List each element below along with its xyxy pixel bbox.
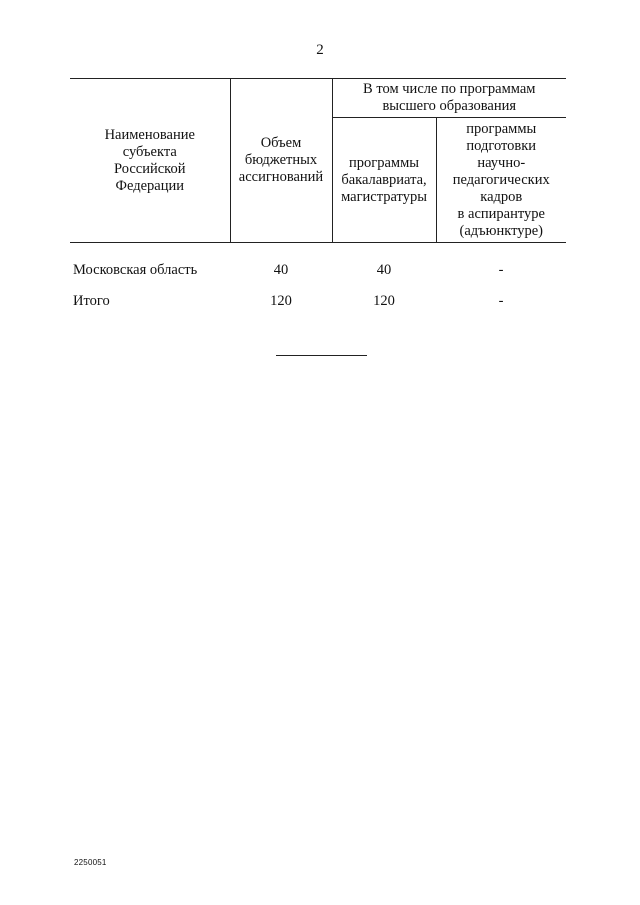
cell-budget-volume: 40 — [273, 262, 289, 278]
header-budget-volume-line: Объем — [260, 135, 302, 151]
header-budget-volume-line: ассигнований — [238, 169, 324, 185]
document-code: 2250051 — [74, 858, 107, 867]
header-bachelor-master — [332, 118, 436, 243]
cell-postgraduate: - — [498, 293, 504, 309]
header-postgraduate-line: программы — [466, 120, 537, 137]
end-divider — [276, 355, 367, 356]
cell-budget-volume: 120 — [270, 293, 292, 309]
header-postgraduate-line: подготовки — [466, 137, 537, 154]
header-subject-name-line: Российской — [114, 160, 186, 177]
header-postgraduate-line: (адъюнктуре) — [459, 222, 543, 239]
table-row — [70, 243, 566, 280]
header-subject-name-line: Федерации — [115, 177, 184, 194]
header-subject-name — [70, 79, 230, 243]
header-postgraduate-line: в аспирантуре — [457, 205, 545, 222]
header-higher-education-group — [332, 79, 566, 118]
page-number: 2 — [316, 42, 324, 58]
header-budget-volume-line: бюджетных — [244, 152, 318, 168]
cell-bachelor-master: 40 — [376, 262, 392, 278]
header-bachelor-line: бакалавриата, — [341, 171, 427, 188]
budget-allocation-table — [70, 78, 566, 310]
header-postgraduate-line: кадров — [480, 188, 523, 205]
header-postgraduate — [436, 118, 566, 243]
cell-bachelor-master: 120 — [373, 293, 395, 309]
header-budget-volume — [230, 79, 332, 243]
header-group-line: В том числе по программам — [363, 81, 536, 97]
header-subject-name-line: Наименование — [104, 126, 195, 143]
header-group-line: высшего образования — [382, 98, 517, 114]
cell-postgraduate: - — [498, 262, 504, 278]
cell-subject-name: Московская область — [73, 262, 198, 278]
header-postgraduate-line: педагогических — [452, 171, 550, 188]
table-row — [70, 279, 566, 310]
header-bachelor-line: программы — [349, 154, 419, 171]
header-postgraduate-line: научно- — [477, 154, 526, 171]
header-bachelor-line: магистратуры — [341, 188, 427, 205]
cell-subject-name: Итого — [73, 293, 110, 309]
header-subject-name-line: субъекта — [122, 143, 177, 160]
